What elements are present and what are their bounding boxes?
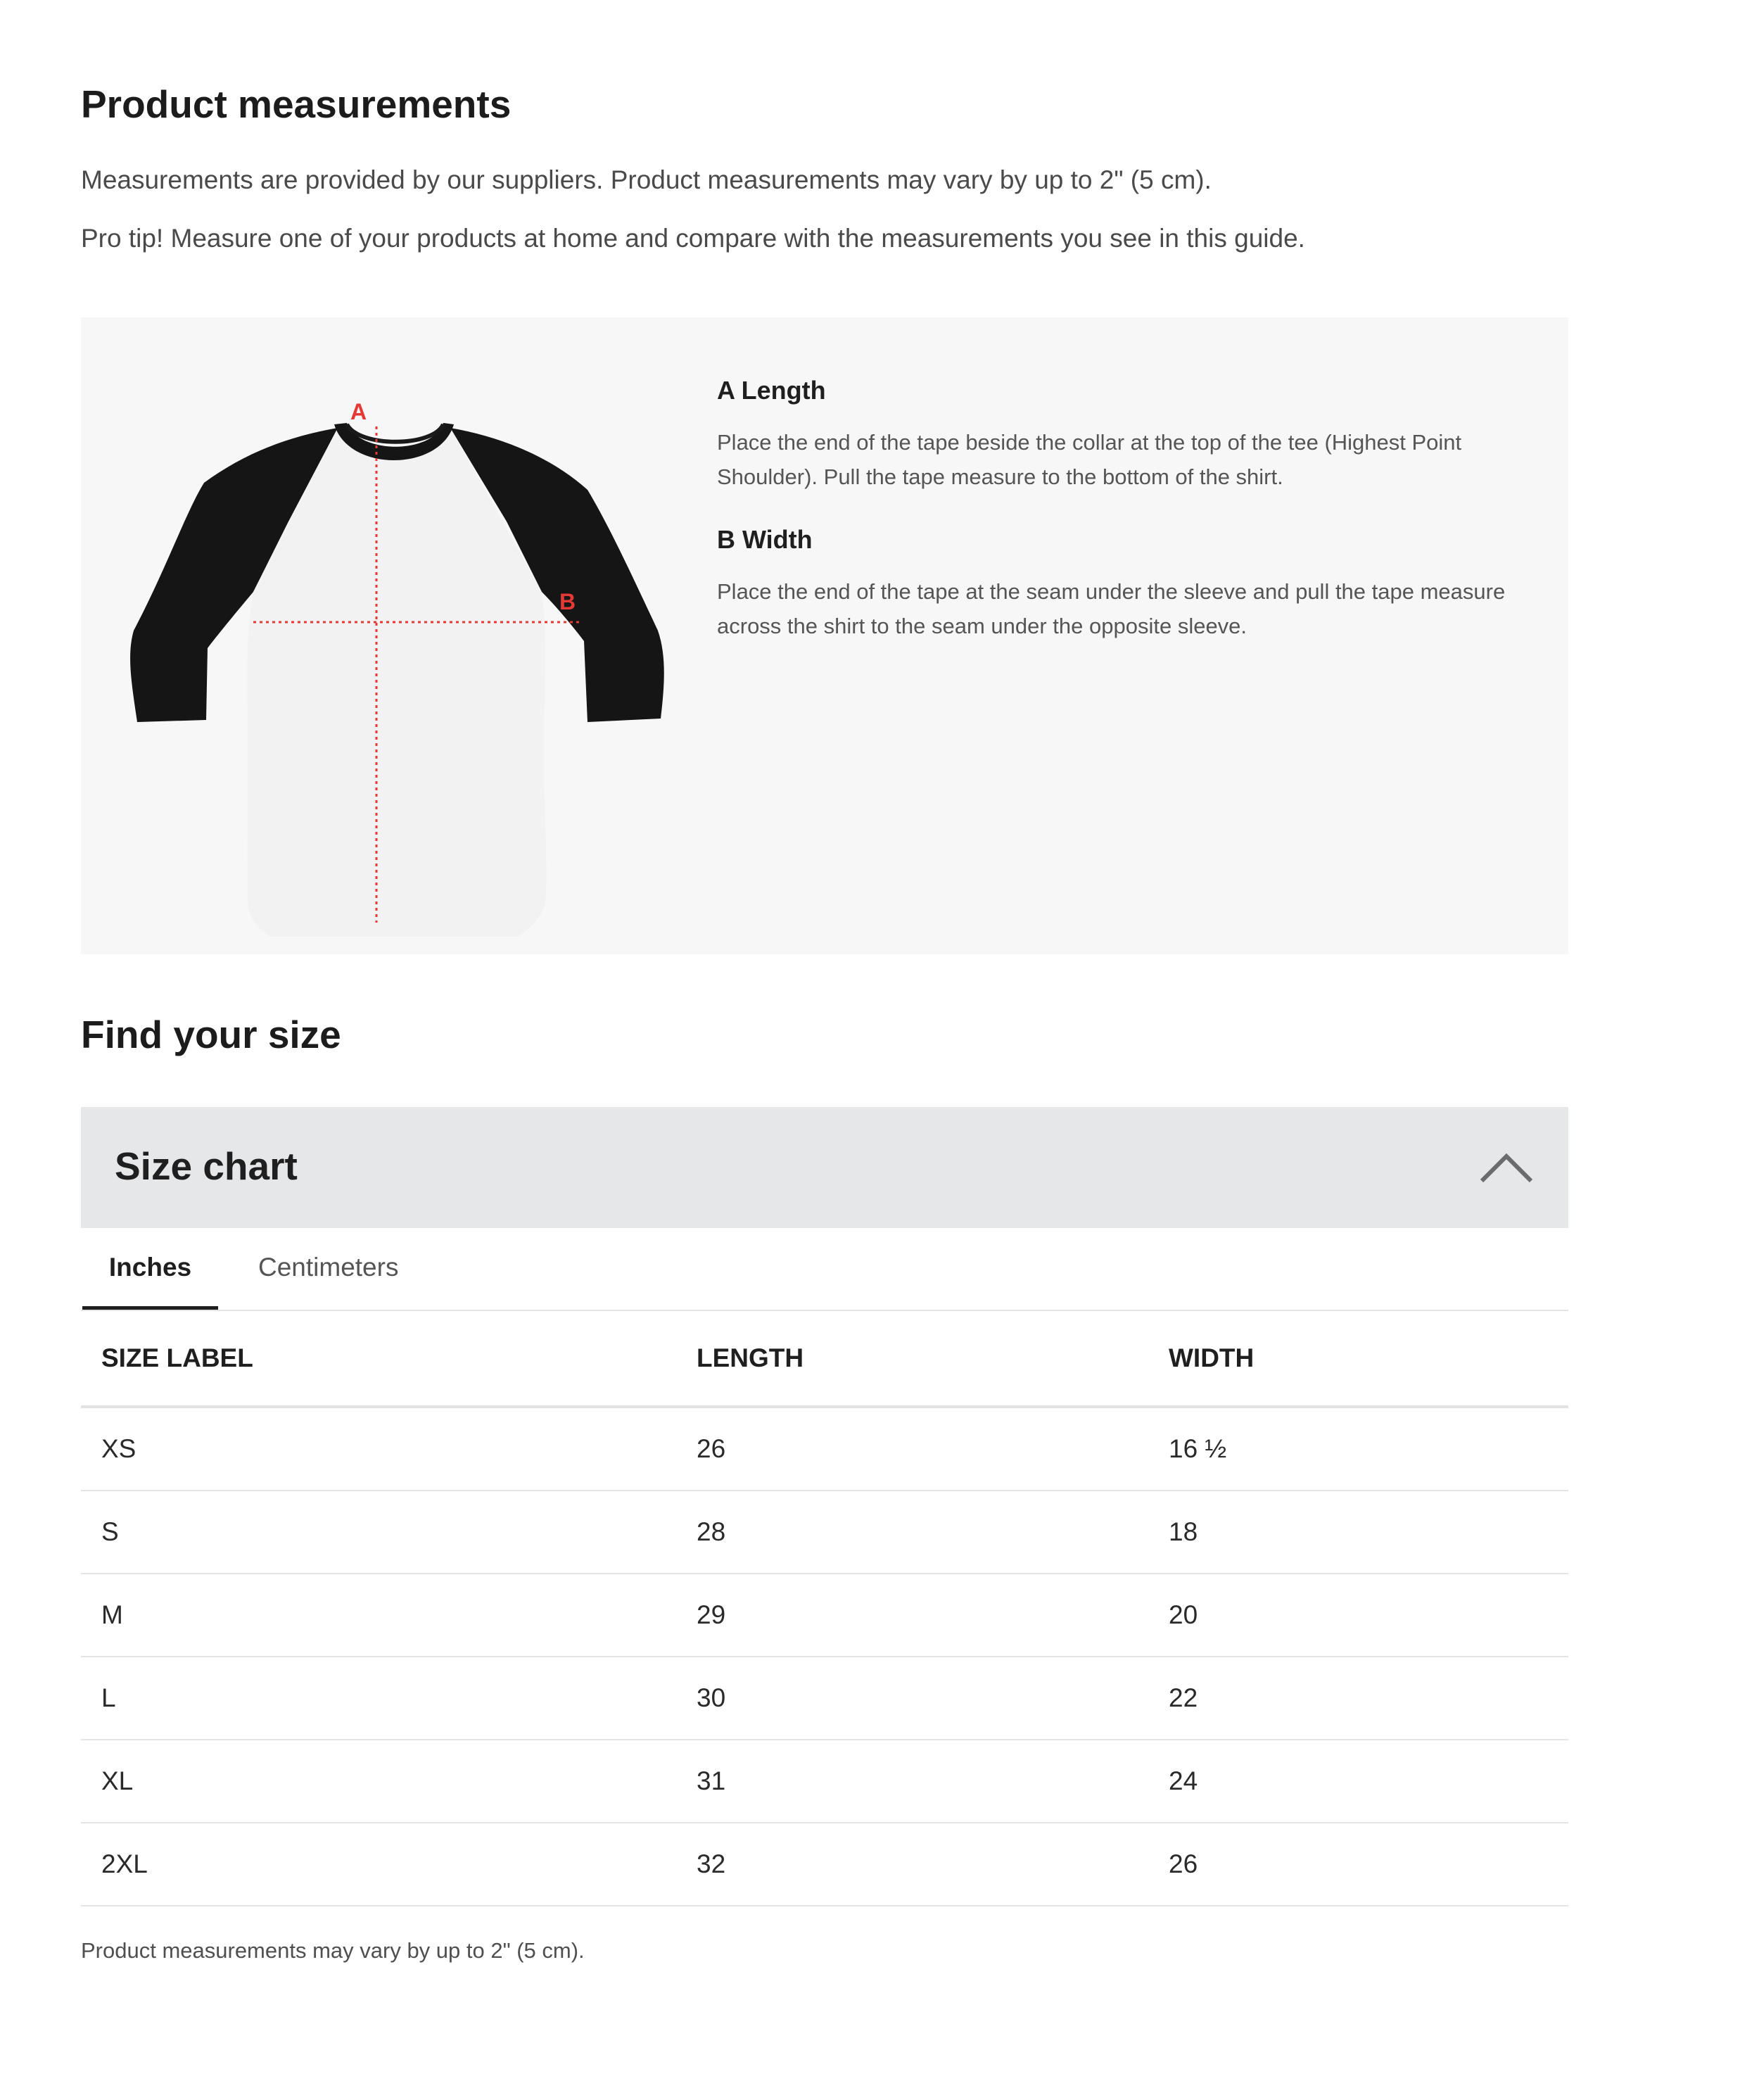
size-label-cell: S bbox=[81, 1491, 697, 1574]
width-cell: 18 bbox=[1169, 1491, 1568, 1574]
label-a: A bbox=[350, 399, 367, 424]
table-row bbox=[81, 1407, 1568, 1491]
tab-centimeters[interactable]: Centimeters bbox=[258, 1253, 399, 1282]
length-description: Place the end of the tape beside the collar at the top of the tee (Highest Point Shoulder). Pull the tape measure to the bottom of the shirt. bbox=[717, 430, 1462, 489]
length-cell: 26 bbox=[697, 1407, 1169, 1491]
width-cell: 20 bbox=[1169, 1574, 1568, 1657]
intro-text: Measurements are provided by our suppliers. Product measurements may vary by up to 2" (5 cm). bbox=[81, 165, 1212, 194]
raglan-shirt-diagram bbox=[123, 360, 679, 937]
width-cell: 26 bbox=[1169, 1823, 1568, 1906]
column-header-length: LENGTH bbox=[697, 1311, 1169, 1407]
length-cell: 30 bbox=[697, 1657, 1169, 1740]
tab-inches[interactable]: Inches bbox=[82, 1228, 218, 1310]
width-cell: 22 bbox=[1169, 1657, 1568, 1740]
length-heading: A Length bbox=[717, 376, 826, 405]
width-instruction bbox=[717, 523, 1526, 643]
width-heading: B Width bbox=[717, 525, 813, 554]
size-chart-accordion-header[interactable] bbox=[81, 1107, 1568, 1228]
width-cell: 24 bbox=[1169, 1740, 1568, 1823]
size-label-cell: 2XL bbox=[81, 1823, 697, 1906]
table-row bbox=[81, 1823, 1568, 1906]
label-b: B bbox=[559, 589, 576, 614]
length-instruction bbox=[717, 374, 1526, 494]
width-cell: 16 ½ bbox=[1169, 1407, 1568, 1491]
find-your-size-heading: Find your size bbox=[81, 1013, 341, 1056]
length-cell: 31 bbox=[697, 1740, 1169, 1823]
column-header-size-label: SIZE LABEL bbox=[81, 1311, 697, 1407]
unit-tabs bbox=[81, 1228, 1568, 1311]
page-title: Product measurements bbox=[81, 82, 512, 126]
pro-tip-text: Pro tip! Measure one of your products at home and compare with the measurements you see in this guide. bbox=[81, 224, 1305, 253]
chevron-up-icon[interactable] bbox=[1478, 1149, 1535, 1186]
size-chart-table bbox=[81, 1311, 1568, 1906]
size-chart-footnote: Product measurements may vary by up to 2" (5 cm). bbox=[81, 1938, 585, 1963]
table-row bbox=[81, 1657, 1568, 1740]
table-row bbox=[81, 1574, 1568, 1657]
size-label-cell: M bbox=[81, 1574, 697, 1657]
size-label-cell: XL bbox=[81, 1740, 697, 1823]
size-chart-title: Size chart bbox=[115, 1144, 298, 1188]
length-cell: 28 bbox=[697, 1491, 1169, 1574]
length-cell: 29 bbox=[697, 1574, 1169, 1657]
table-row bbox=[81, 1740, 1568, 1823]
column-header-width: WIDTH bbox=[1169, 1311, 1568, 1407]
table-row bbox=[81, 1491, 1568, 1574]
size-label-cell: XS bbox=[81, 1407, 697, 1491]
measurement-guide-panel bbox=[81, 317, 1568, 954]
table-header-row bbox=[81, 1311, 1568, 1407]
size-label-cell: L bbox=[81, 1657, 697, 1740]
width-description: Place the end of the tape at the seam under the sleeve and pull the tape measure across the shirt to the seam under the opposite sleeve. bbox=[717, 579, 1506, 638]
length-cell: 32 bbox=[697, 1823, 1169, 1906]
